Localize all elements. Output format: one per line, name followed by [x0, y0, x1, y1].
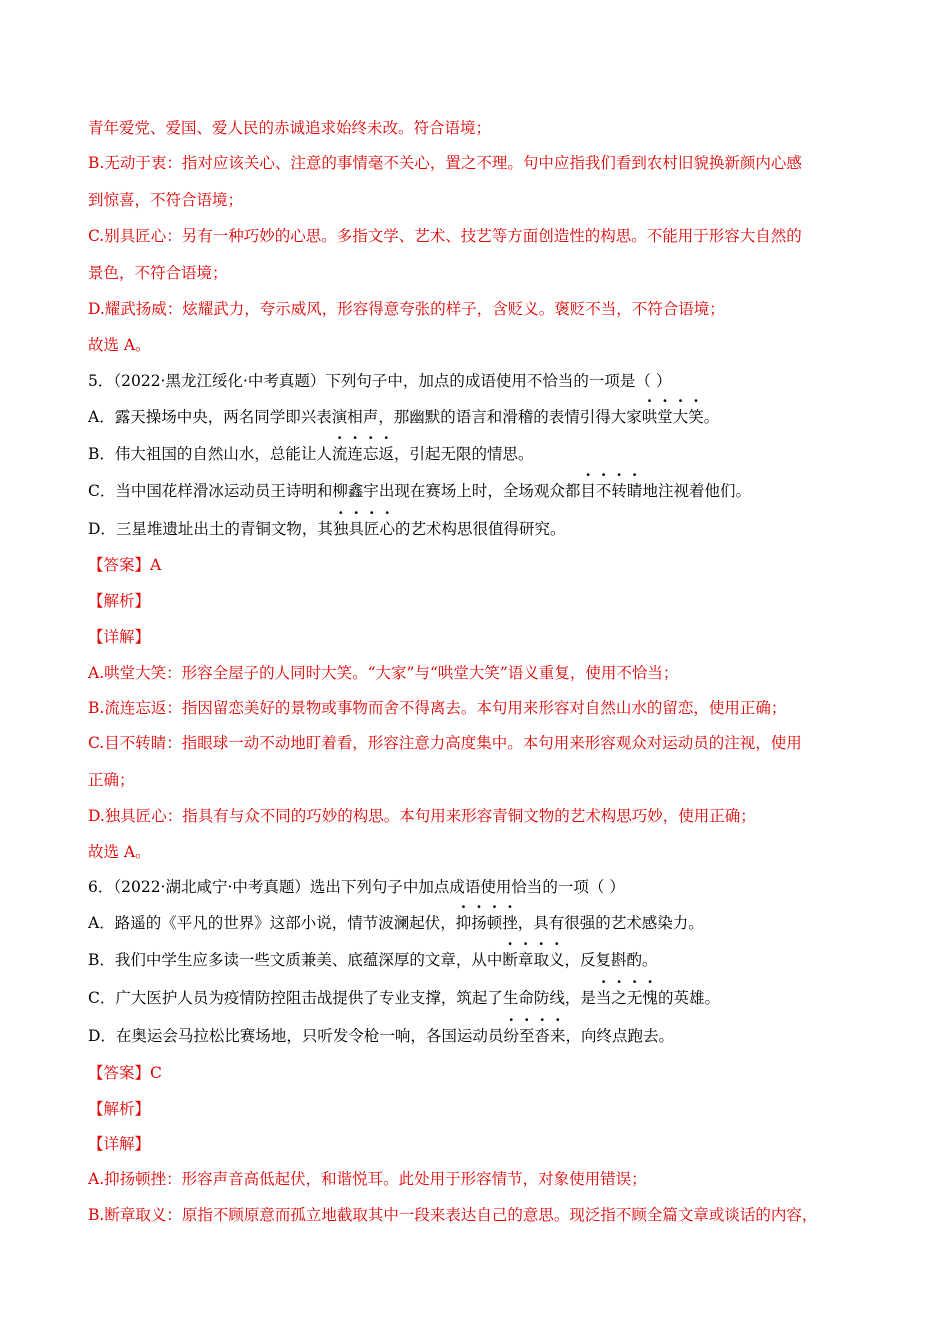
option-text-before: C．当中国花样滑冰运动员王诗明和柳鑫宇出现在赛场上时，全场观众都: [88, 482, 581, 500]
dotted-idiom-glyphs: [503, 1027, 565, 1045]
dotted-idiom-glyphs: [502, 951, 564, 969]
emphasis-dot-char: 不: [595, 482, 612, 500]
emphasis-dot-char: 扬: [471, 914, 487, 932]
emphasis-dot-char: 目: [580, 482, 596, 500]
option-c: [88, 988, 720, 1008]
option-text-after: ，反复斟酌。: [564, 951, 658, 969]
option-a: [88, 407, 719, 427]
dotted-idiom-glyphs: [332, 445, 394, 463]
emphasis-dot-char: 来: [549, 1027, 566, 1045]
option-text-before: B．我们中学生应多读一些文质兼美、底蕴深厚的文章，从中: [88, 951, 503, 969]
option-text-after: ，具有很强的艺术感染力。: [517, 914, 704, 932]
emphasis-dot-char: 转: [611, 482, 627, 500]
dotted-idiom-glyphs: [642, 408, 704, 426]
text-line: B.断章取义：原指不顾原意而孤立地截取其中一段来表达自己的意思。现泛指不顾全篇文章或谈话的内容，: [88, 1206, 818, 1224]
option-text-after: ，向终点跑去。: [565, 1027, 675, 1045]
option-text-before: A．路遥的《平凡的世界》这部小说，情节波澜起伏，: [88, 914, 456, 932]
detail-label: 【详解】: [88, 1135, 151, 1153]
option-text-before: B．伟大祖国的自然山水，总能让人: [88, 445, 332, 463]
emphasis-dot-char: 返: [378, 445, 394, 463]
text-line: 到惊喜，不符合语境；: [88, 191, 244, 209]
emphasis-dot-char: 流: [331, 445, 348, 463]
text-line: 景色，不符合语境；: [88, 264, 228, 282]
emphasis-dot-char: 章: [517, 951, 534, 969]
detail-label: 【详解】: [88, 628, 151, 646]
option-text-after: ，引起无限的情思。: [393, 445, 534, 463]
answer-label: 【答案】C: [88, 1064, 162, 1082]
dotted-idiom-glyphs: [333, 520, 395, 538]
question-5-stem: 5．（2022·黑龙江绥化·中考真题）下列句子中，加点的成语使用不恰当的一项是（ ）: [88, 372, 672, 390]
emphasis-dot-char: 之: [611, 989, 627, 1007]
emphasis-dot-char: 独: [332, 520, 349, 538]
option-d: [88, 519, 566, 539]
option-text-after: 地注视着他们。: [642, 482, 751, 500]
emphasis-dot-char: 顿: [486, 914, 503, 932]
emphasis-dot-char: 当: [595, 989, 612, 1007]
answer-label: 【答案】A: [88, 556, 162, 574]
dotted-idiom-glyphs: [580, 482, 642, 500]
text-line: 正确；: [88, 771, 135, 789]
text-line: 青年爱党、爱国、爱人民的赤诚追求始终未改。符合语境；: [88, 119, 492, 137]
emphasis-dot-char: 大: [672, 408, 689, 426]
emphasis-dot-char: 具: [348, 520, 364, 538]
emphasis-dot-char: 心: [379, 520, 395, 538]
emphasis-dot-char: 抑: [455, 914, 472, 932]
emphasis-dot-char: 无: [626, 989, 643, 1007]
emphasis-dot-char: 纷: [503, 1027, 519, 1045]
emphasis-dot-char: 哄: [641, 408, 658, 426]
text-line: D.耀武扬威：炫耀武力，夸示威风，形容得意夸张的样子，含贬义。褒贬不当，不符合语境；: [88, 300, 725, 318]
text-line: C.别具匠心：另有一种巧妙的心思。多指文学、艺术、技艺等方面创造性的构思。不能用于形容大自然的: [88, 227, 802, 245]
text-line: B.流连忘返：指因留恋美好的景物或事物而舍不得离去。本句用来形容对自然山水的留恋，使用正确；: [88, 699, 787, 717]
analysis-label: 【解析】: [88, 1100, 151, 1118]
emphasis-dot-char: 义: [548, 951, 565, 969]
emphasis-dot-char: 笑: [688, 408, 704, 426]
emphasis-dot-char: 取: [533, 951, 549, 969]
text-line: A.哄堂大笑：形容全屋子的人同时大笑。“大家”与“哄堂大笑”语义重复，使用不恰当；: [88, 664, 679, 682]
text-line: 故选 A。: [88, 336, 151, 354]
emphasis-dot-char: 断: [502, 951, 518, 969]
dotted-idiom-glyphs: [596, 989, 658, 1007]
option-text-before: A．露天操场中央，两名同学即兴表演相声，那幽默的语言和滑稽的表情引得大家: [88, 408, 642, 426]
text-line: C.目不转睛：指眼球一动不动地盯着看，形容注意力高度集中。本句用来形容观众对运动员的注视，使用: [88, 734, 802, 752]
option-c: [88, 481, 751, 501]
option-b: [88, 950, 657, 970]
option-text-after: 的英雄。: [657, 989, 720, 1007]
question-6-stem: 6．（2022·湖北咸宁·中考真题）选出下列句子中加点成语使用恰当的一项（ ）: [88, 878, 625, 896]
emphasis-dot-char: 匠: [363, 520, 380, 538]
option-b: [88, 444, 533, 464]
emphasis-dot-char: 睛: [626, 482, 643, 500]
analysis-label: 【解析】: [88, 592, 151, 610]
emphasis-dot-char: 忘: [362, 445, 379, 463]
text-line: D.独具匠心：指具有与众不同的巧妙的构思。本句用来形容青铜文物的艺术构思巧妙，使用正确；: [88, 807, 756, 825]
option-text-before: D．三星堆遗址出土的青铜文物，其: [88, 520, 333, 538]
emphasis-dot-char: 至: [518, 1027, 535, 1045]
option-d: [88, 1026, 674, 1046]
emphasis-dot-char: 愧: [642, 989, 658, 1007]
option-a: [88, 913, 704, 933]
emphasis-dot-char: 堂: [657, 408, 673, 426]
text-line: B.无动于衷：指对应该关心、注意的事情毫不关心，置之不理。句中应指我们看到农村旧貌换新颜内心感: [88, 154, 802, 172]
emphasis-dot-char: 挫: [502, 914, 518, 932]
option-text-before: C．广大医护人员为疫情防控阻击战提供了专业支撑，筑起了生命防线，是: [88, 989, 596, 1007]
text-line: 故选 A。: [88, 843, 151, 861]
option-text-before: D．在奥运会马拉松比赛场地，只听发令枪一响，各国运动员: [88, 1027, 504, 1045]
emphasis-dot-char: 连: [347, 445, 363, 463]
option-text-after: 。: [703, 408, 720, 426]
dotted-idiom-glyphs: [456, 914, 518, 932]
option-text-after: 的艺术构思很值得研究。: [395, 520, 566, 538]
emphasis-dot-char: 沓: [534, 1027, 550, 1045]
text-line: A.抑扬顿挫：形容声音高低起伏，和谐悦耳。此处用于形容情节，对象使用错误；: [88, 1170, 647, 1188]
